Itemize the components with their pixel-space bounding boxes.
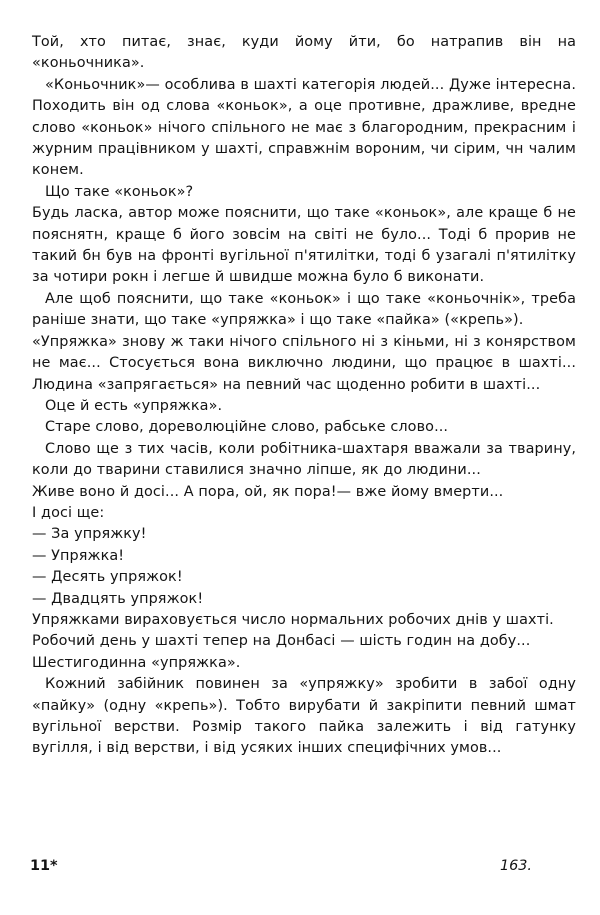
page-text — [32, 32, 576, 760]
paragraph-2: «Коньочник»— особлива в шахті категорія людей... Дуже інтересна. Походить він од слова «коньок», а оце противне, дражливе, вредне слово «коньок» нічого спільного не має з благородним, прекрасним і журним працівником у шахті, справжнім вороним, чи сірим, чн чалим конем. — [32, 76, 576, 179]
paragraph-17: Робочий день у шахті тепер на Донбасі — шість годин на добу... — [32, 633, 531, 650]
paragraph-4: Будь ласка, автор може пояснити, що таке «коньок», але краще б не пояснятн, краще б його зовсім на світі не було... Тоді б прорив не такий бн був на фронті вугільної п'ятилітки, тоді б узагалі п'ятилітку за чотири рокн і легше й швидше можна було б виконати. — [32, 205, 576, 286]
paragraph-16: Упряжками вираховується число нормальних робочих днів у шахті. — [32, 611, 554, 628]
paragraph-18: Шестигодинна «упряжка». — [32, 654, 241, 671]
page-footer — [30, 857, 532, 875]
signature-mark: 11* — [30, 858, 58, 874]
paragraph-10: Живе воно й досі... А пора, ой, як пора!— вже йому вмерти... — [32, 483, 504, 500]
paragraph-3: Що таке «коньок»? — [45, 183, 194, 200]
paragraph-6: «Упряжка» знову ж таки нічого спільного ні з кіньми, ні з конярством не має... Стосується вона виключно людини, що працює в шахті... Людина «запрягається» на певний час щоденно робити в шахті... — [32, 333, 576, 393]
paragraph-1: Той, хто питає, знає, куди йому йти, бо натрапив він на «коньочника». — [32, 34, 576, 72]
paragraph-19: Кожний забійник повинен за «упряжку» зробити в забої одну «пайку» (одну «крепь»). Тобто вирубати й закріпити певний шмат вугільної верстви. Розмір такого пайка залежить і від гатунку вугілля, і від верстви, і від усяких інших специфічних умов... — [32, 676, 576, 757]
paragraph-15: — Двадцять упряжок! — [32, 590, 204, 607]
paragraph-5: Але щоб пояснити, що таке «коньок» і що таке «коньочнік», треба раніше знати, що таке «упряжка» і що таке «пайка» («крепь»). — [32, 290, 576, 329]
paragraph-13: — Упряжка! — [32, 547, 125, 564]
page-number: 163. — [499, 858, 532, 874]
paragraph-11: І досі ще: — [32, 504, 105, 521]
paragraph-9: Слово ще з тих часів, коли робітника-шахтаря вважали за тварину, коли до тварини ставилися значно ліпше, як до людини... — [32, 440, 576, 479]
paragraph-12: — За упряжку! — [32, 526, 147, 543]
paragraph-14: — Десять упряжок! — [32, 569, 183, 586]
paragraph-7: Оце й есть «упряжка». — [45, 397, 223, 414]
paragraph-8: Старе слово, дореволюційне слово, рабське слово... — [45, 419, 449, 436]
